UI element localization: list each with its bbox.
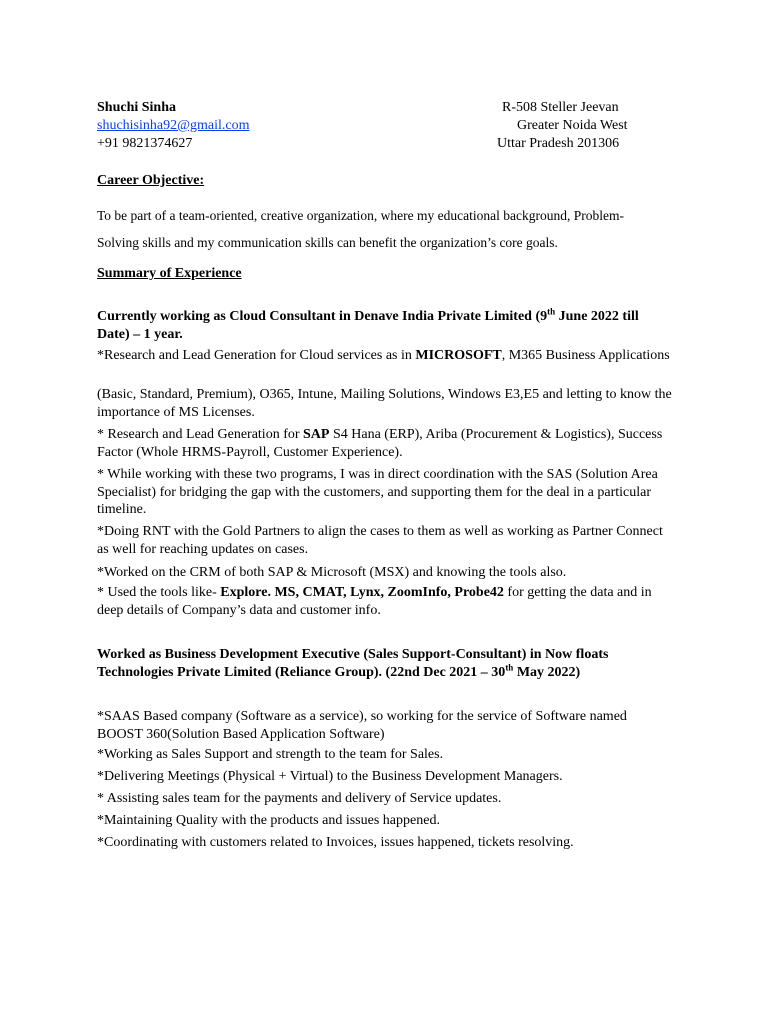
job2-bullet-quality: *Maintaining Quality with the products and issues happened. bbox=[97, 813, 440, 828]
job2-bullet-payments: * Assisting sales team for the payments and delivery of Service updates. bbox=[97, 791, 502, 806]
summary-heading: Summary of Experience bbox=[97, 266, 242, 281]
email-link[interactable]: shuchisinha92@gmail.com bbox=[97, 118, 250, 133]
career-objective-line-2: Solving skills and my communication skills can benefit the organization’s core goals. bbox=[97, 235, 558, 250]
job1-bullet-sas: * While working with these two programs, I was in direct coordination with the SAS (Solution Area Specialist) for bridging the gap with the customers, and supporting them for the deal in a particular timeline. bbox=[97, 467, 658, 517]
job1-bullet-crm: *Worked on the CRM of both SAP & Microsoft (MSX) and knowing the tools also. bbox=[97, 565, 567, 580]
job2-bullet-saas: *SAAS Based company (Software as a service), so working for the service of Software named BOOST 360(Solution Based Application Software) bbox=[97, 709, 627, 742]
candidate-name: Shuchi Sinha bbox=[97, 100, 176, 115]
career-objective-heading: Career Objective: bbox=[97, 173, 205, 188]
job2-bullet-invoices: *Coordinating with customers related to Invoices, issues happened, tickets resolving. bbox=[97, 835, 574, 850]
address-line-1: R-508 Steller Jeevan bbox=[502, 100, 619, 115]
job2-bullet-meetings: *Delivering Meetings (Physical + Virtual) to the Business Development Managers. bbox=[97, 769, 563, 784]
job1-bullet-rnt: *Doing RNT with the Gold Partners to align the cases to them as well as working as Partner Connect as well for reaching updates on cases. bbox=[97, 524, 663, 557]
job2-bullet-sales-support: *Working as Sales Support and strength to the team for Sales. bbox=[97, 747, 444, 762]
job1-bullet-sap: * Research and Lead Generation for SAP S4 Hana (ERP), Ariba (Procurement & Logistics), Success Factor (Whole HRMS-Payroll, Customer Experience). bbox=[97, 427, 663, 460]
career-objective-line-1: To be part of a team-oriented, creative organization, where my educational background, Problem- bbox=[97, 208, 624, 223]
email-link-wrapper bbox=[97, 117, 249, 134]
address-line-2: Greater Noida West bbox=[517, 118, 628, 133]
job1-title: Currently working as Cloud Consultant in Denave India Private Limited (9th June 2022 till Date) – 1 year. bbox=[97, 306, 639, 342]
job1-bullet-microsoft-cont: (Basic, Standard, Premium), O365, Intune, Mailing Solutions, Windows E3,E5 and letting to know the importance of MS Licenses. bbox=[97, 387, 672, 420]
job1-bullet-microsoft: *Research and Lead Generation for Cloud services as in MICROSOFT, M365 Business Applications bbox=[97, 348, 670, 363]
address-line-3: Uttar Pradesh 201306 bbox=[497, 136, 620, 151]
phone-number: +91 9821374627 bbox=[97, 136, 193, 151]
job2-title: Worked as Business Development Executive (Sales Support-Consultant) in Now floats Technologies Private Limited (Reliance Group). (22nd Dec 2021 – 30th May 2022) bbox=[97, 647, 609, 680]
job1-bullet-tools: * Used the tools like- Explore. MS, CMAT, Lynx, ZoomInfo, Probe42 for getting the data and in deep details of Company’s data and customer info. bbox=[97, 585, 652, 618]
